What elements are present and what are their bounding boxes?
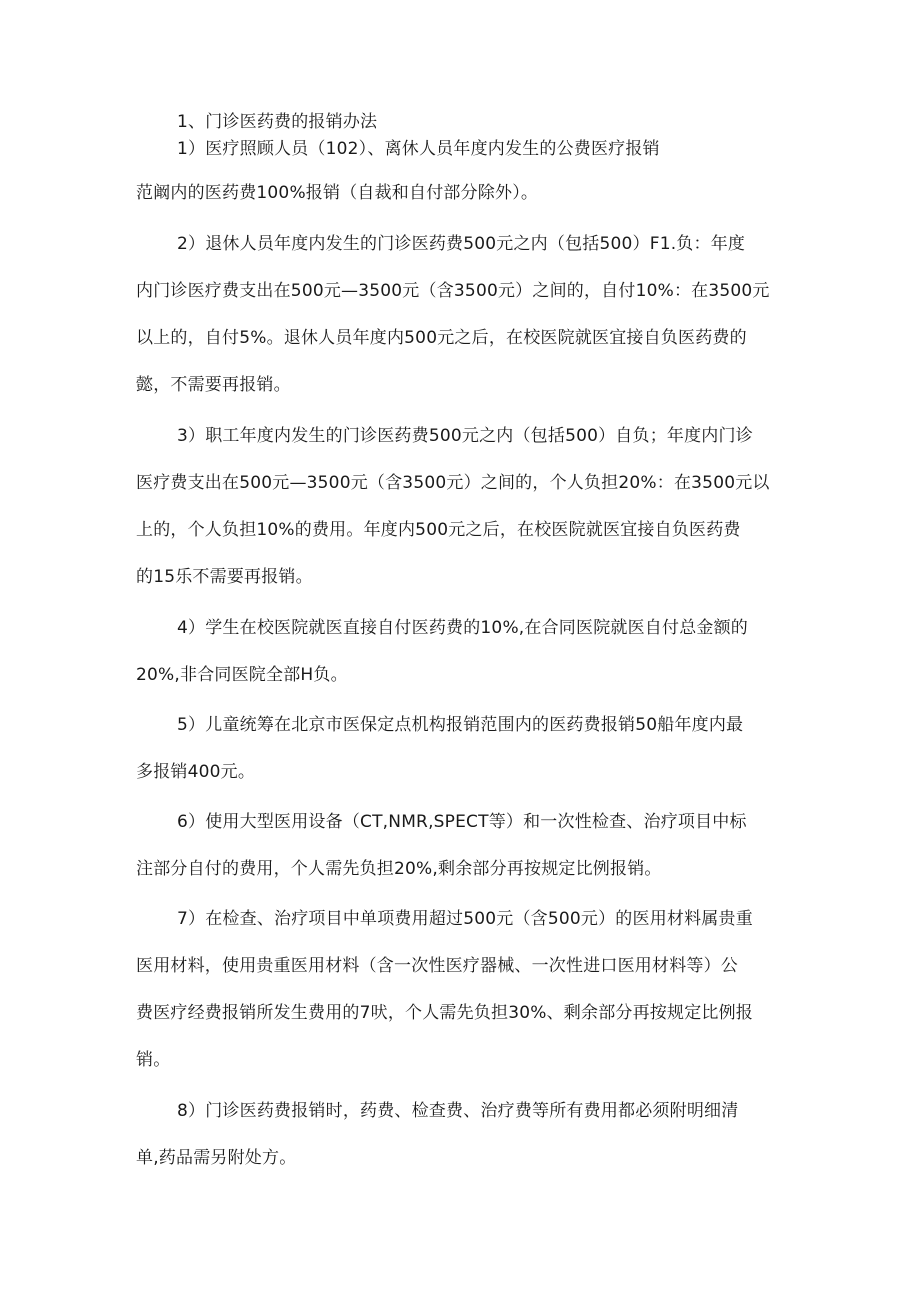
section-heading: 1、门诊医药费的报销办法: [177, 112, 378, 132]
paragraph-6-line-2: 注部分自付的费用，个人需先负担20%,剩余部分再按规定比例报销。: [136, 859, 662, 879]
paragraph-1-line-1: 1）医疗照顾人员（102）、离休人员年度内发生的公费医疗报销: [177, 139, 660, 159]
paragraph-7-line-4: 销。: [136, 1050, 171, 1070]
paragraph-3-line-3: 上的，个人负担10%的费用。年度内500元之后，在校医院就医宜接自负医药费: [136, 520, 741, 540]
paragraph-5-line-1: 5）儿童统筹在北京市医保定点机构报销范围内的医药费报销50船年度内最: [177, 715, 744, 735]
paragraph-2-line-4: 懿，不需要再报销。: [136, 375, 291, 395]
paragraph-3-line-2: 医疗费支出在500元—3500元（含3500元）之间的，个人负担20%：在3500元以: [136, 473, 770, 493]
paragraph-5-line-2: 多报销400元。: [136, 762, 256, 782]
paragraph-4-line-2: 20%,非合同医院全部H负。: [136, 665, 348, 685]
paragraph-6-line-1: 6）使用大型医用设备（CT,NMR,SPECT等）和一次性检查、治疗项目中标: [177, 812, 747, 832]
paragraph-7-line-3: 费医疗经费报销所发生费用的7吠，个人需先负担30%、剩余部分再按规定比例报: [136, 1003, 753, 1023]
paragraph-2-line-1: 2）退休人员年度内发生的门诊医药费500元之内（包括500）F1.负：年度: [177, 234, 746, 254]
paragraph-3-line-1: 3）职工年度内发生的门诊医药费500元之内（包括500）自负；年度内门诊: [177, 426, 753, 446]
paragraph-1-line-2: 范阚内的医药费100%报销（自裁和自付部分除外）。: [136, 183, 539, 203]
paragraph-8-line-2: 单,药品需另附处方。: [136, 1148, 297, 1168]
paragraph-3-line-4: 的15乐不需要再报销。: [136, 567, 313, 587]
paragraph-8-line-1: 8）门诊医药费报销时，药费、检查费、治疗费等所有费用都必须附明细清: [177, 1101, 739, 1121]
paragraph-7-line-1: 7）在检查、治疗项目中单项费用超过500元（含500元）的医用材料属贵重: [177, 909, 753, 929]
paragraph-4-line-1: 4）学生在校医院就医直接自付医药费的10%,在合同医院就医自付总金额的: [177, 618, 749, 638]
paragraph-2-line-3: 以上的，自付5%。退休人员年度内500元之后，在校医院就医宜接自负医药费的: [136, 328, 747, 348]
paragraph-2-line-2: 内门诊医疗费支出在500元—3500元（含3500元）之间的，自付10%：在3500元: [136, 281, 770, 301]
paragraph-7-line-2: 医用材料，使用贵重医用材料（含一次性医疗器械、一次性进口医用材料等）公: [136, 956, 738, 976]
